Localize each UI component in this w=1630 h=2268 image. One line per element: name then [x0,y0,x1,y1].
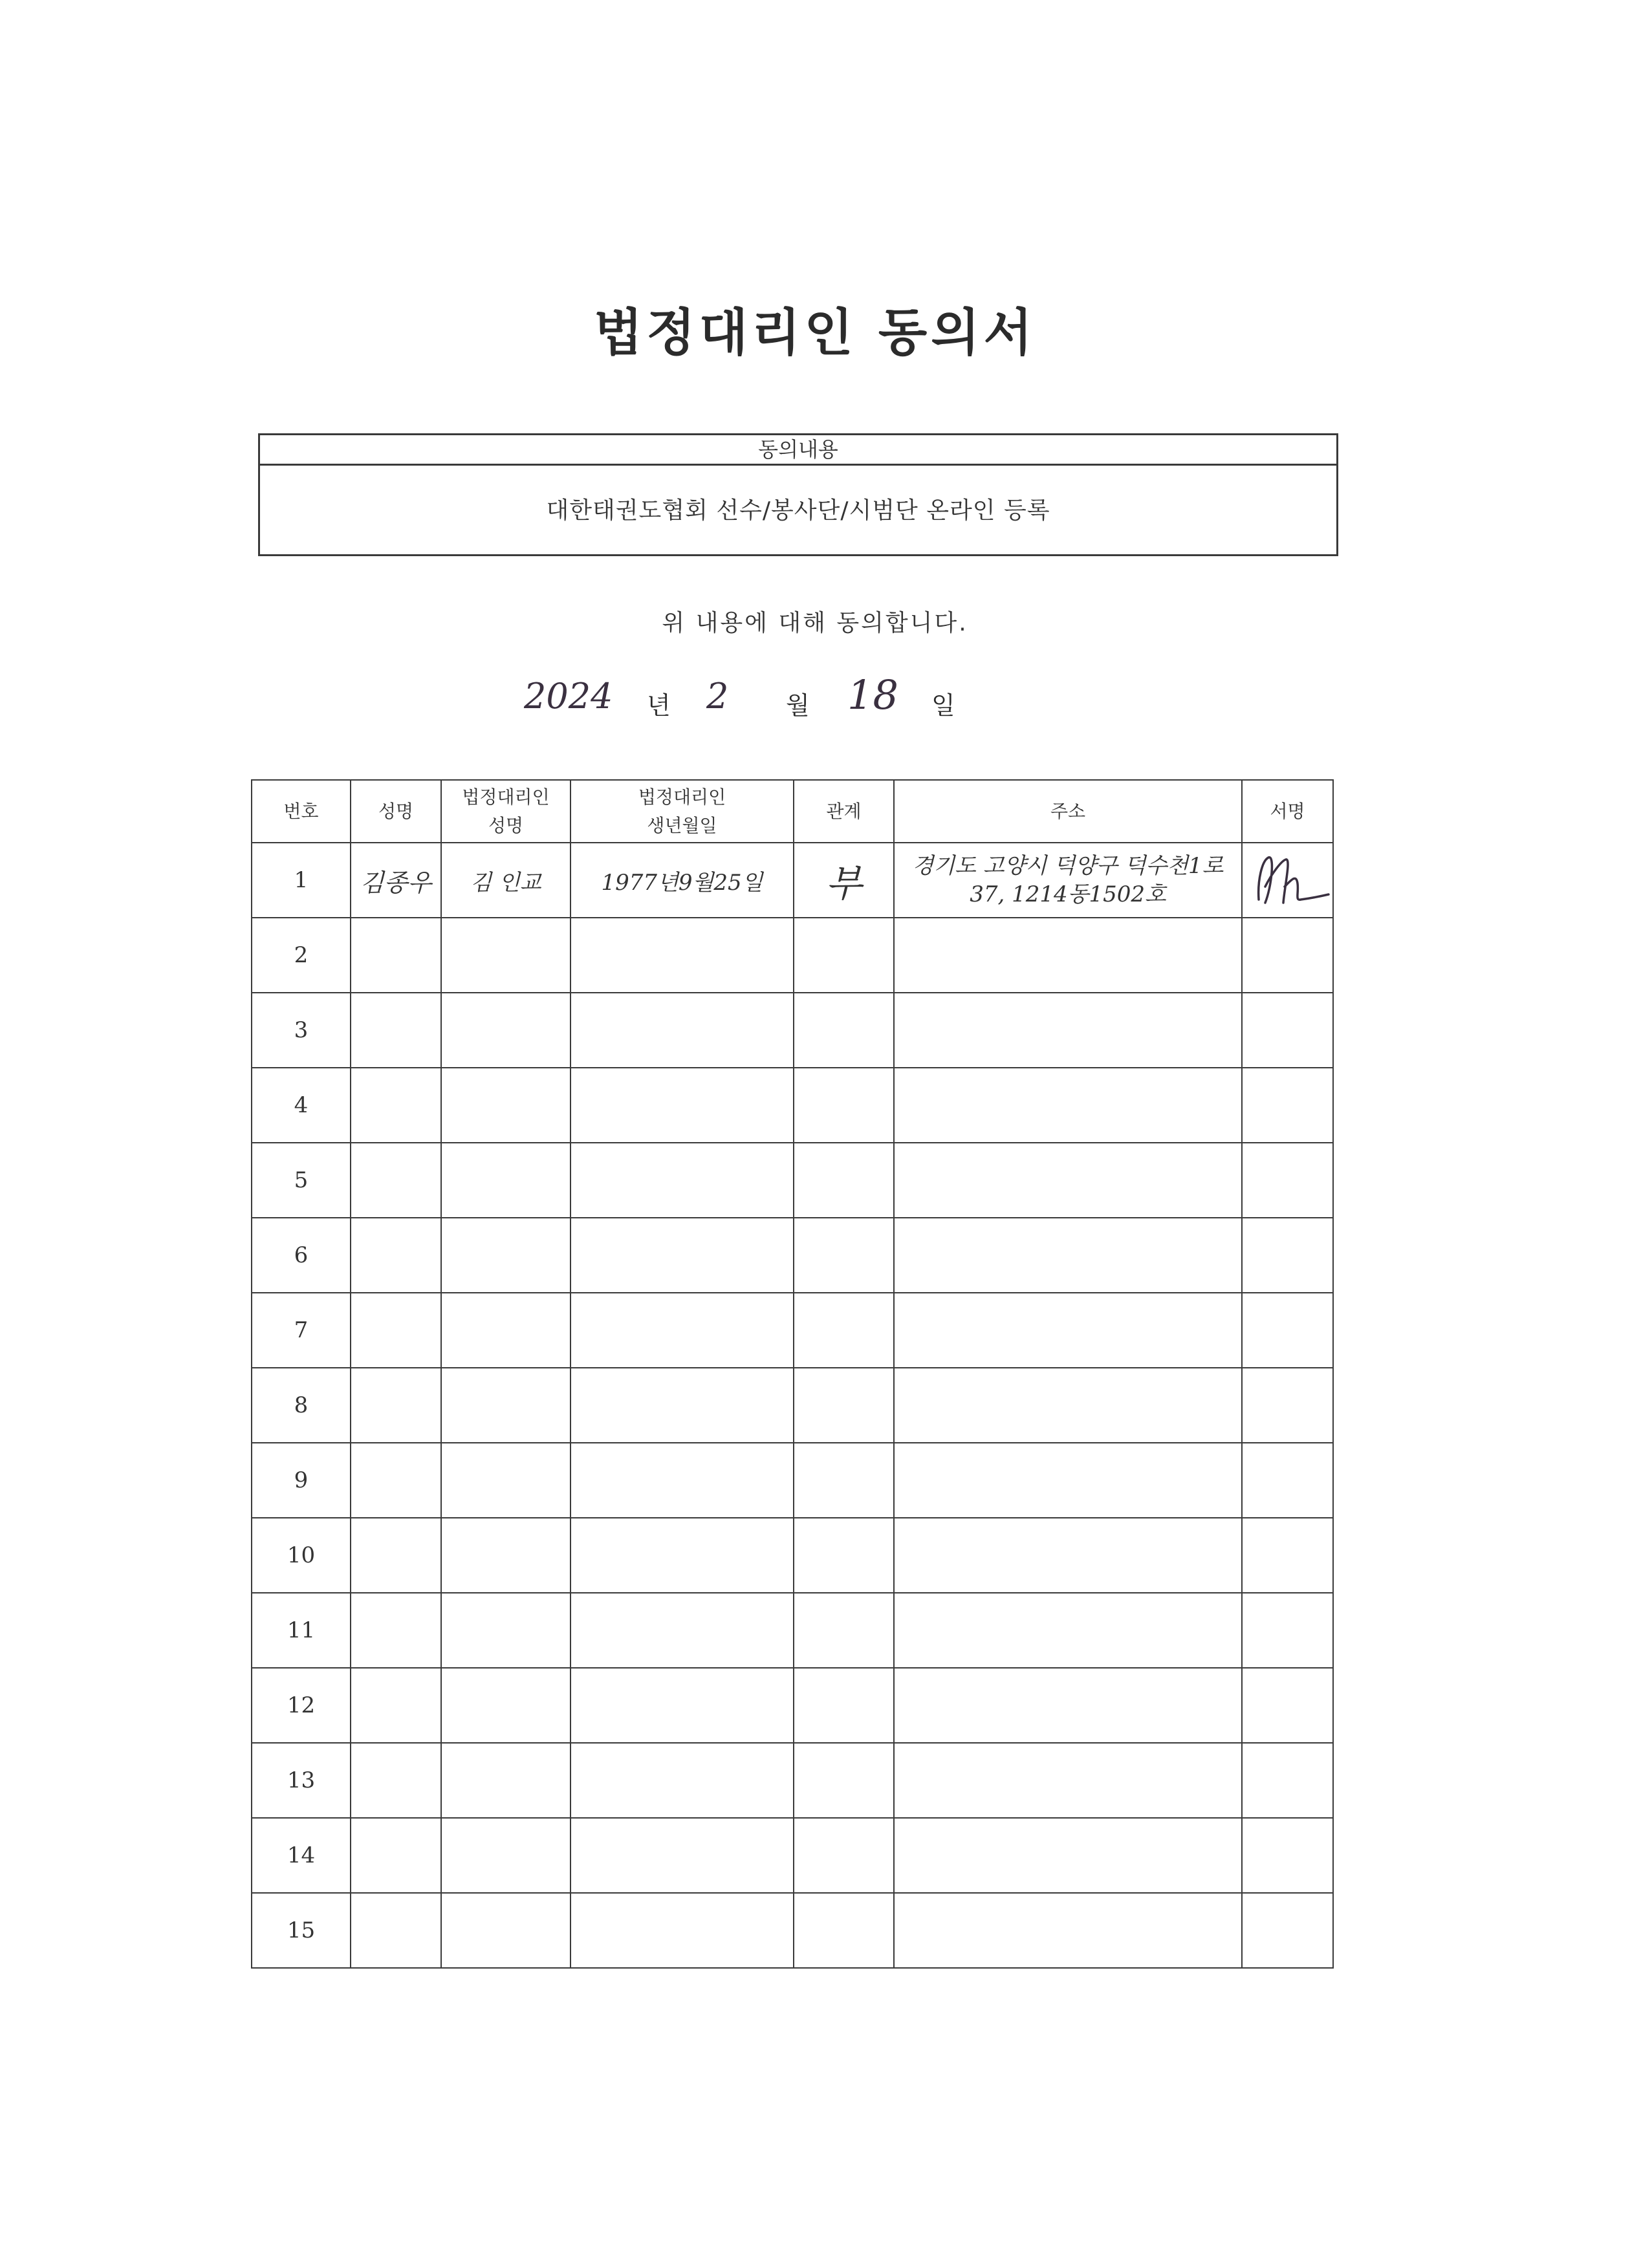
table-row [252,1593,1333,1668]
table-row [252,918,1333,993]
row-no: 11 [252,1593,351,1668]
header-guardian-birth [570,780,794,843]
header-guardian-birth-line2: 생년월일 [647,814,717,836]
row-address [894,843,1242,918]
table-row [252,1218,1333,1293]
header-name: 성명 [351,780,441,843]
row-signature [1242,843,1333,918]
date-day-label: 일 [931,691,955,720]
row-no: 5 [252,1143,351,1218]
header-guardian-name-line2: 성명 [488,814,524,836]
row-no: 13 [252,1743,351,1818]
row-guardian-birth: 1977년9월25일 [570,843,794,918]
date-month-label: 월 [786,691,810,720]
table-row [252,1368,1333,1443]
row-address-line1: 경기도 고양시 덕양구 덕수천1로 [912,853,1224,879]
handwritten-signature [1246,848,1330,913]
table-row [252,1818,1333,1893]
row-no: 12 [252,1668,351,1743]
date-year-label: 년 [647,691,671,720]
table-row [252,843,1333,918]
row-guardian-name: 김 인교 [441,843,570,918]
table-row [252,1143,1333,1218]
row-no: 1 [252,843,351,918]
table-row [252,1443,1333,1518]
row-no: 8 [252,1368,351,1443]
date-day: 18 [847,671,898,718]
header-signature: 서명 [1242,780,1333,843]
consent-content-body: 대한태권도협회 선수/봉사단/시범단 온라인 등록 [546,497,1050,524]
date-year: 2024 [524,676,613,717]
table-row [252,993,1333,1068]
row-no: 10 [252,1518,351,1593]
row-relation: 부 [794,843,894,918]
table-row [252,1518,1333,1593]
consent-content-header: 동의내용 [260,435,1336,466]
header-address: 주소 [894,780,1242,843]
header-guardian-name-line1: 법정대리인 [462,786,550,808]
table-row [252,1743,1333,1818]
row-no: 4 [252,1068,351,1143]
consent-content-box [258,433,1338,556]
header-relation: 관계 [794,780,894,843]
row-address-line2: 37, 1214동1502호 [970,881,1166,907]
agree-statement: 위 내용에 대해 동의합니다. [662,610,968,636]
header-no: 번호 [252,780,351,843]
table-row [252,1068,1333,1143]
table-row [252,1668,1333,1743]
row-no: 15 [252,1893,351,1968]
table-row [252,1293,1333,1368]
guardian-table [251,779,1334,1969]
row-no: 6 [252,1218,351,1293]
row-no: 14 [252,1818,351,1893]
header-guardian-name [441,780,570,843]
row-no: 9 [252,1443,351,1518]
table-row [252,1893,1333,1968]
document-title: 법정대리인 동의서 [594,304,1036,362]
row-no: 2 [252,918,351,993]
row-no: 3 [252,993,351,1068]
row-no: 7 [252,1293,351,1368]
header-guardian-birth-line1: 법정대리인 [638,786,726,808]
date-month: 2 [706,676,729,717]
table-header-row [252,780,1333,843]
row-name: 김종우 [351,843,441,918]
